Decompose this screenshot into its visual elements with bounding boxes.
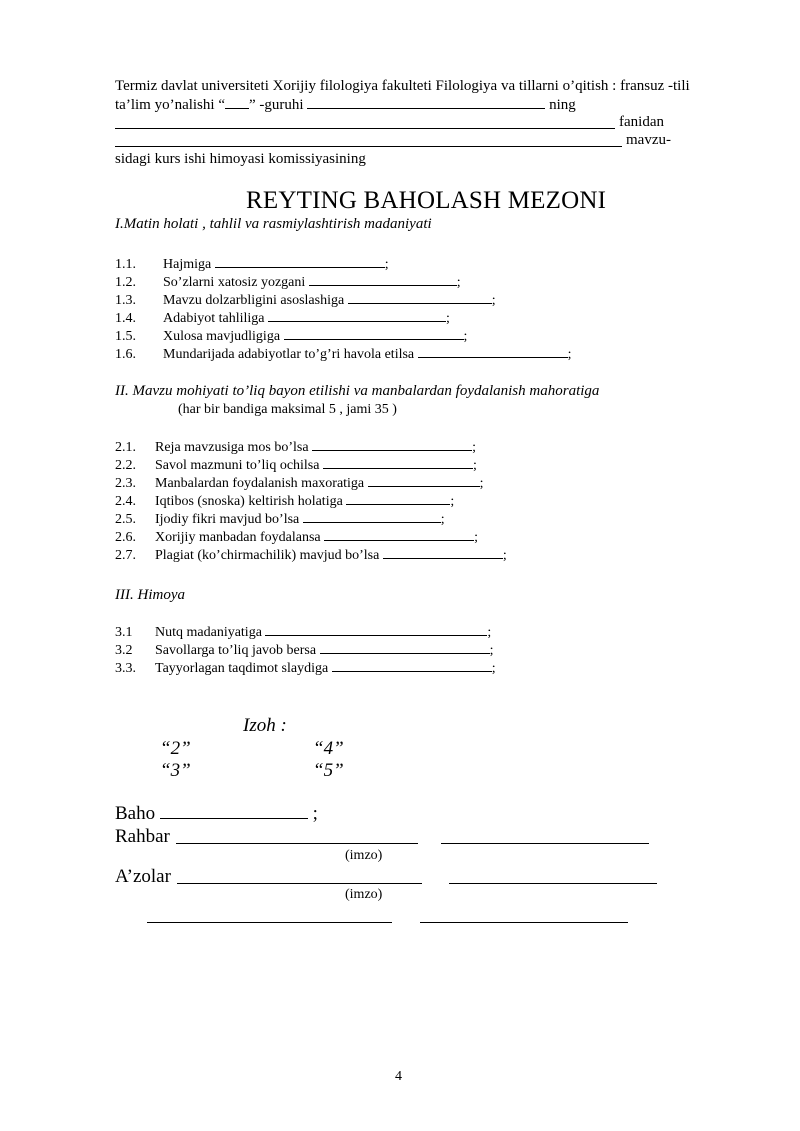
semicolon: ; — [567, 347, 572, 362]
member-signature-line — [177, 883, 422, 884]
item-text: Reja mavzusiga mos bo’lsa — [155, 440, 309, 455]
note-label: Izoh : — [243, 715, 287, 736]
item-text: Xulosa mavjudligiga — [163, 329, 281, 344]
score-blank — [309, 272, 457, 286]
score-blank — [346, 491, 450, 505]
score-blank — [265, 622, 487, 636]
item-text: Hajmiga — [163, 257, 212, 272]
score-blank — [324, 527, 474, 541]
grade-3: “3” — [160, 760, 191, 781]
semicolon: ; — [489, 643, 494, 658]
semicolon: ; — [450, 494, 455, 509]
header-line-4-end: mavzu- — [626, 132, 671, 148]
item-number: 3.3. — [115, 661, 136, 676]
signature-caption: (imzo) — [345, 848, 383, 863]
list-item — [115, 326, 467, 346]
score-blank — [348, 290, 492, 304]
topic-blank — [115, 146, 622, 147]
score-blank — [268, 308, 446, 322]
semicolon: ; — [445, 311, 450, 326]
semicolon: ; — [487, 625, 492, 640]
item-text: Xorijiy manbadan foydalansa — [155, 530, 321, 545]
section-1-heading: I.Matin holati , tahlil va rasmiylashtirish madaniyati — [115, 216, 432, 232]
semicolon: ; — [491, 661, 496, 676]
score-blank — [332, 658, 492, 672]
grade-5: “5” — [313, 760, 344, 781]
score-blank — [284, 326, 464, 340]
header-line-3-end: fanidan — [619, 114, 664, 130]
semicolon: ; — [456, 275, 461, 290]
semicolon: ; — [491, 293, 496, 308]
header-line-1: Termiz davlat universiteti Xorijiy filologiya fakulteti Filologiya va tillarni o’qitish : fransuz -tili — [115, 78, 690, 94]
list-item — [115, 622, 491, 642]
grade-line — [115, 803, 318, 825]
supervisor-label: Rahbar — [115, 826, 170, 847]
item-number: 2.4. — [115, 494, 136, 509]
semicolon: ; — [440, 512, 445, 527]
member-name-line-2 — [420, 922, 628, 923]
semicolon: ; — [472, 458, 477, 473]
semicolon: ; — [474, 530, 479, 545]
members-label: A’zolar — [115, 866, 171, 887]
item-number: 3.2 — [115, 643, 133, 658]
list-item — [115, 491, 454, 511]
semicolon: ; — [479, 476, 484, 491]
item-number: 1.2. — [115, 275, 136, 290]
header-line-2-group: ” -guruhi — [248, 97, 304, 113]
supervisor-name-line — [441, 843, 649, 844]
group-blank — [225, 95, 249, 109]
item-number: 2.5. — [115, 512, 136, 527]
list-item — [115, 545, 507, 565]
section-3-heading: III. Himoya — [115, 587, 185, 603]
list-item — [115, 290, 496, 310]
item-number: 2.2. — [115, 458, 136, 473]
item-text: Savol mazmuni to’liq ochilsa — [155, 458, 320, 473]
section-2-subheading: (har bir bandiga maksimal 5 , jami 35 ) — [178, 402, 397, 417]
header-line-5: sidagi kurs ishi himoyasi komissiyasining — [115, 151, 366, 167]
list-item — [115, 344, 572, 364]
list-item — [115, 437, 476, 457]
supervisor-signature-line — [176, 843, 418, 844]
item-text: Tayyorlagan taqdimot slaydiga — [155, 661, 329, 676]
item-number: 3.1 — [115, 625, 133, 640]
member-name-line — [449, 883, 657, 884]
student-name-blank — [307, 95, 545, 109]
item-number: 2.3. — [115, 476, 136, 491]
semicolon: ; — [472, 440, 476, 455]
item-number: 1.3. — [115, 293, 136, 308]
list-item — [115, 308, 450, 328]
semicolon: ; — [463, 329, 468, 344]
list-item — [115, 658, 496, 678]
item-text: Mavzu dolzarbligini asoslashiga — [163, 293, 345, 308]
item-text: Plagiat (ko’chirmachilik) mavjud bo’lsa — [155, 548, 380, 563]
item-text: Mundarijada adabiyotlar to’g’ri havola etilsa — [163, 347, 415, 362]
list-item — [115, 272, 461, 292]
header-line-2-prefix: ta’lim yo’nalishi “ — [115, 97, 225, 113]
score-blank — [215, 254, 385, 268]
grade-blank — [160, 803, 308, 819]
grade-4: “4” — [313, 738, 344, 759]
item-number: 2.1. — [115, 440, 136, 455]
page-title: REYTING BAHOLASH MEZONI — [246, 187, 607, 214]
page-number: 4 — [395, 1069, 402, 1084]
item-text: Ijodiy fikri mavjud bo’lsa — [155, 512, 300, 527]
item-text: So’zlarni xatosiz yozgani — [163, 275, 306, 290]
item-number: 1.1. — [115, 257, 136, 272]
list-item — [115, 455, 477, 475]
grade-end: ; — [312, 803, 318, 824]
item-number: 1.6. — [115, 347, 136, 362]
list-item — [115, 509, 445, 529]
semicolon: ; — [384, 257, 389, 272]
item-number: 1.5. — [115, 329, 136, 344]
score-blank — [383, 545, 503, 559]
item-text: Nutq madaniyatiga — [155, 625, 262, 640]
score-blank — [323, 455, 473, 469]
score-blank — [320, 640, 490, 654]
member-signature-line-2 — [147, 922, 392, 923]
list-item — [115, 527, 478, 547]
item-text: Manbalardan foydalanish maxoratiga — [155, 476, 365, 491]
score-blank — [303, 509, 441, 523]
item-text: Savollarga to’liq javob bersa — [155, 643, 317, 658]
signature-caption: (imzo) — [345, 887, 383, 902]
item-number: 2.6. — [115, 530, 136, 545]
list-item — [115, 640, 493, 660]
score-blank — [312, 437, 472, 451]
item-text: Iqtibos (snoska) keltirish holatiga — [155, 494, 343, 509]
subject-blank — [115, 128, 615, 129]
list-item — [115, 254, 389, 274]
semicolon: ; — [502, 548, 507, 563]
grade-label: Baho — [115, 803, 156, 824]
header-line-2-suffix: ning — [549, 97, 576, 113]
score-blank — [368, 473, 480, 487]
section-2-heading: II. Mavzu mohiyati to’liq bayon etilishi va manbalardan foydalanish mahoratiga — [115, 383, 600, 399]
grade-2: “2” — [160, 738, 191, 759]
header-line-2 — [115, 95, 576, 114]
item-number: 2.7. — [115, 548, 136, 563]
list-item — [115, 473, 484, 493]
item-number: 1.4. — [115, 311, 136, 326]
score-blank — [418, 344, 568, 358]
item-text: Adabiyot tahliliga — [163, 311, 265, 326]
